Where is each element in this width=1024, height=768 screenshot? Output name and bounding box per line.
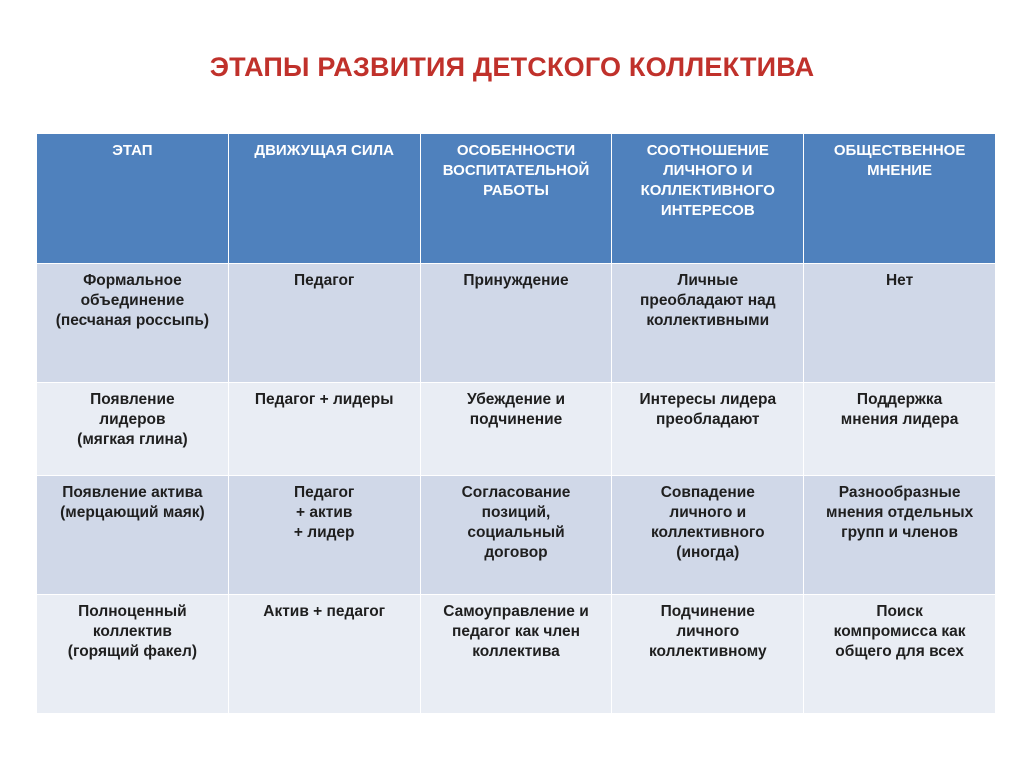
table-row (37, 264, 996, 383)
header-stage: ЭТАП (37, 134, 229, 264)
stages-table (36, 133, 996, 714)
table-cell: Формальное объединение (песчаная россыпь) (37, 264, 229, 383)
slide-title: ЭТАПЫ РАЗВИТИЯ ДЕТСКОГО КОЛЛЕКТИВА (209, 52, 815, 82)
table-cell: Нет (804, 264, 996, 383)
table-cell: Актив + педагог (228, 595, 420, 714)
table-cell: Принуждение (420, 264, 612, 383)
table-cell: Личные преобладают над коллективными (612, 264, 804, 383)
table-cell: Совпадение личного и коллективного (иногда) (612, 476, 804, 595)
table-cell: Разнообразные мнения отдельных групп и членов (804, 476, 996, 595)
table-cell: Поддержка мнения лидера (804, 383, 996, 476)
table-cell: Появление актива (мерцающий маяк) (37, 476, 229, 595)
table-row (37, 383, 996, 476)
header-interest-ratio: СООТНОШЕНИЕ ЛИЧНОГО И КОЛЛЕКТИВНОГО ИНТЕРЕСОВ (612, 134, 804, 264)
table-row (37, 595, 996, 714)
header-driving-force: ДВИЖУЩАЯ СИЛА (228, 134, 420, 264)
header-educational-features: ОСОБЕННОСТИ ВОСПИТАТЕЛЬНОЙ РАБОТЫ (420, 134, 612, 264)
table-cell: Педагог + лидеры (228, 383, 420, 476)
table-cell: Интересы лидера преобладают (612, 383, 804, 476)
header-public-opinion: ОБЩЕСТВЕННОЕ МНЕНИЕ (804, 134, 996, 264)
table-cell: Педагог + актив + лидер (228, 476, 420, 595)
table-cell: Педагог (228, 264, 420, 383)
table-cell: Поиск компромисса как общего для всех (804, 595, 996, 714)
table-cell: Убеждение и подчинение (420, 383, 612, 476)
table-row (37, 476, 996, 595)
table-cell: Полноценный коллектив (горящий факел) (37, 595, 229, 714)
table-cell: Самоуправление и педагог как член коллектива (420, 595, 612, 714)
table-header-row (37, 134, 996, 264)
table-cell: Согласование позиций, социальный договор (420, 476, 612, 595)
table-cell: Подчинение личного коллективному (612, 595, 804, 714)
table-cell: Появление лидеров (мягкая глина) (37, 383, 229, 476)
